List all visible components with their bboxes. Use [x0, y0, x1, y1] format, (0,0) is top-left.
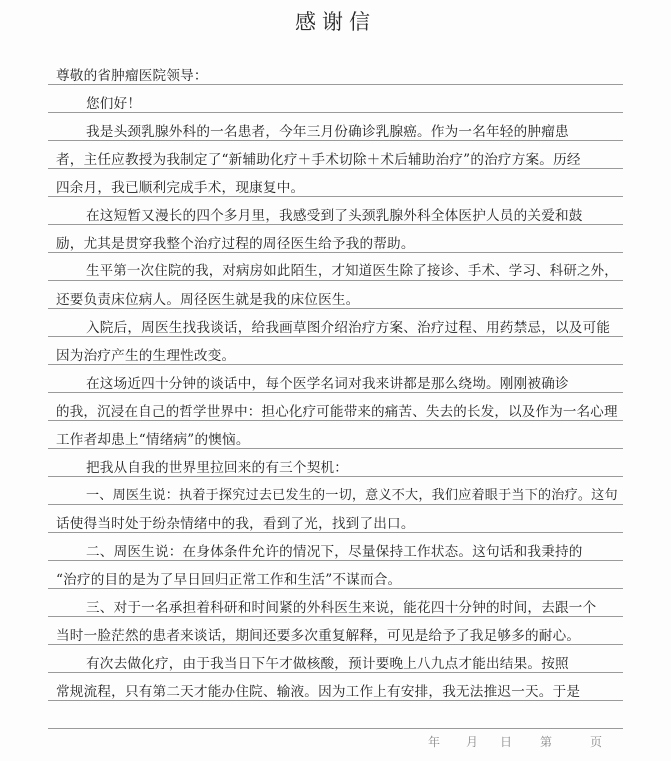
letter-line: 的我，沉浸在自己的哲学世界中：担心化疗可能带来的痛苦、失去的长发，以及作为一名心理 [56, 404, 618, 420]
letter-line: 三、对于一名承担着科研和时间紧的外科医生来说，能花四十分钟的时间，去跟一个 [86, 600, 597, 616]
letter-line: 常规流程，只有第二天才能办住院、输液。因为工作上有安排，我无法推迟一天。于是 [56, 684, 581, 700]
ruled-line [48, 308, 623, 309]
ruled-line [48, 168, 623, 169]
letter-line: 入院后，周医生找我谈话，给我画草图介绍治疗方案、治疗过程、用药禁忌，以及可能 [86, 320, 611, 336]
ruled-line [48, 728, 623, 729]
ruled-line [48, 448, 623, 449]
ruled-line [48, 532, 623, 533]
ruled-line [48, 364, 623, 365]
letter-line: “治疗的目的是为了早日回归正常工作和生活”不谋而合。 [56, 572, 402, 588]
greeting: 您们好！ [86, 96, 142, 112]
ruled-line [48, 616, 623, 617]
letter-line: 工作者却患上“情绪病”的懊恼。 [56, 432, 250, 448]
ruled-line [48, 476, 623, 477]
letter-line: 把我从自我的世界里拉回来的有三个契机： [86, 460, 349, 476]
letter-line: 当时一脸茫然的患者来谈话，期间还要多次重复解释，可见是给予了我足够多的耐心。 [56, 628, 581, 644]
salutation: 尊敬的省肿瘤医院领导： [56, 68, 208, 84]
letter-line: 生平第一次住院的我，对病房如此陌生，才知道医生除了接诊、手术、学习、科研之外， [86, 264, 618, 279]
letter-line: 者，主任应教授为我制定了“新辅助化疗＋手术切除＋术后辅助治疗”的治疗方案。历经 [56, 152, 581, 168]
ruled-line [48, 504, 623, 505]
footer-year: 年 [428, 735, 441, 749]
ruled-line [48, 252, 623, 253]
footer-page: 页 [590, 735, 603, 749]
ruled-line [48, 336, 623, 337]
ruled-line [48, 644, 623, 645]
ruled-line [48, 588, 623, 589]
ruled-line [48, 112, 623, 113]
letter-line: 二、周医生说：在身体条件允许的情况下，尽量保持工作状态。这句话和我秉持的 [86, 544, 583, 560]
letter-line: 励，尤其是贯穿我整个治疗过程的周径医生给予我的帮助。 [56, 236, 415, 252]
footer-day: 日 [500, 735, 513, 749]
letter-line: 有次去做化疗，由于我当日下午才做核酸，预计要晚上八九点才能出结果。按照 [86, 656, 569, 672]
ruled-line [48, 420, 623, 421]
ruled-line [48, 672, 623, 673]
letter-line: 因为治疗产生的生理性改变。 [56, 348, 236, 364]
ruled-line [48, 84, 623, 85]
footer-month: 月 [466, 735, 479, 749]
ruled-line [48, 280, 623, 281]
letter-line: 四余月，我已顺利完成手术，现康复中。 [56, 180, 305, 196]
letter-line: 话使得当时处于纷杂情绪中的我，看到了光，找到了出口。 [56, 516, 415, 532]
ruled-line [48, 224, 623, 225]
ruled-line [48, 392, 623, 393]
footer-no: 第 [540, 735, 553, 749]
letter-title: 感谢信 [295, 10, 376, 34]
letter-line: 一、周医生说：执着于探究过去已发生的一切，意义不大，我们应着眼于当下的治疗。这句 [86, 488, 618, 503]
ruled-line [48, 560, 623, 561]
ruled-line [48, 700, 623, 701]
letter-line: 在这场近四十分钟的谈话中，每个医学名词对我来讲都是那么绕坳。刚刚被确诊 [86, 376, 569, 392]
ruled-line [48, 196, 623, 197]
letter-line: 还要负责床位病人。周径医生就是我的床位医生。 [56, 292, 360, 308]
ruled-line [48, 140, 623, 141]
letter-line: 在这短暂又漫长的四个多月里，我感受到了头颈乳腺外科全体医护人员的关爱和鼓 [86, 208, 583, 224]
letter-line: 我是头颈乳腺外科的一名患者，今年三月份确诊乳腺癌。作为一名年轻的肿瘤患 [86, 124, 569, 140]
